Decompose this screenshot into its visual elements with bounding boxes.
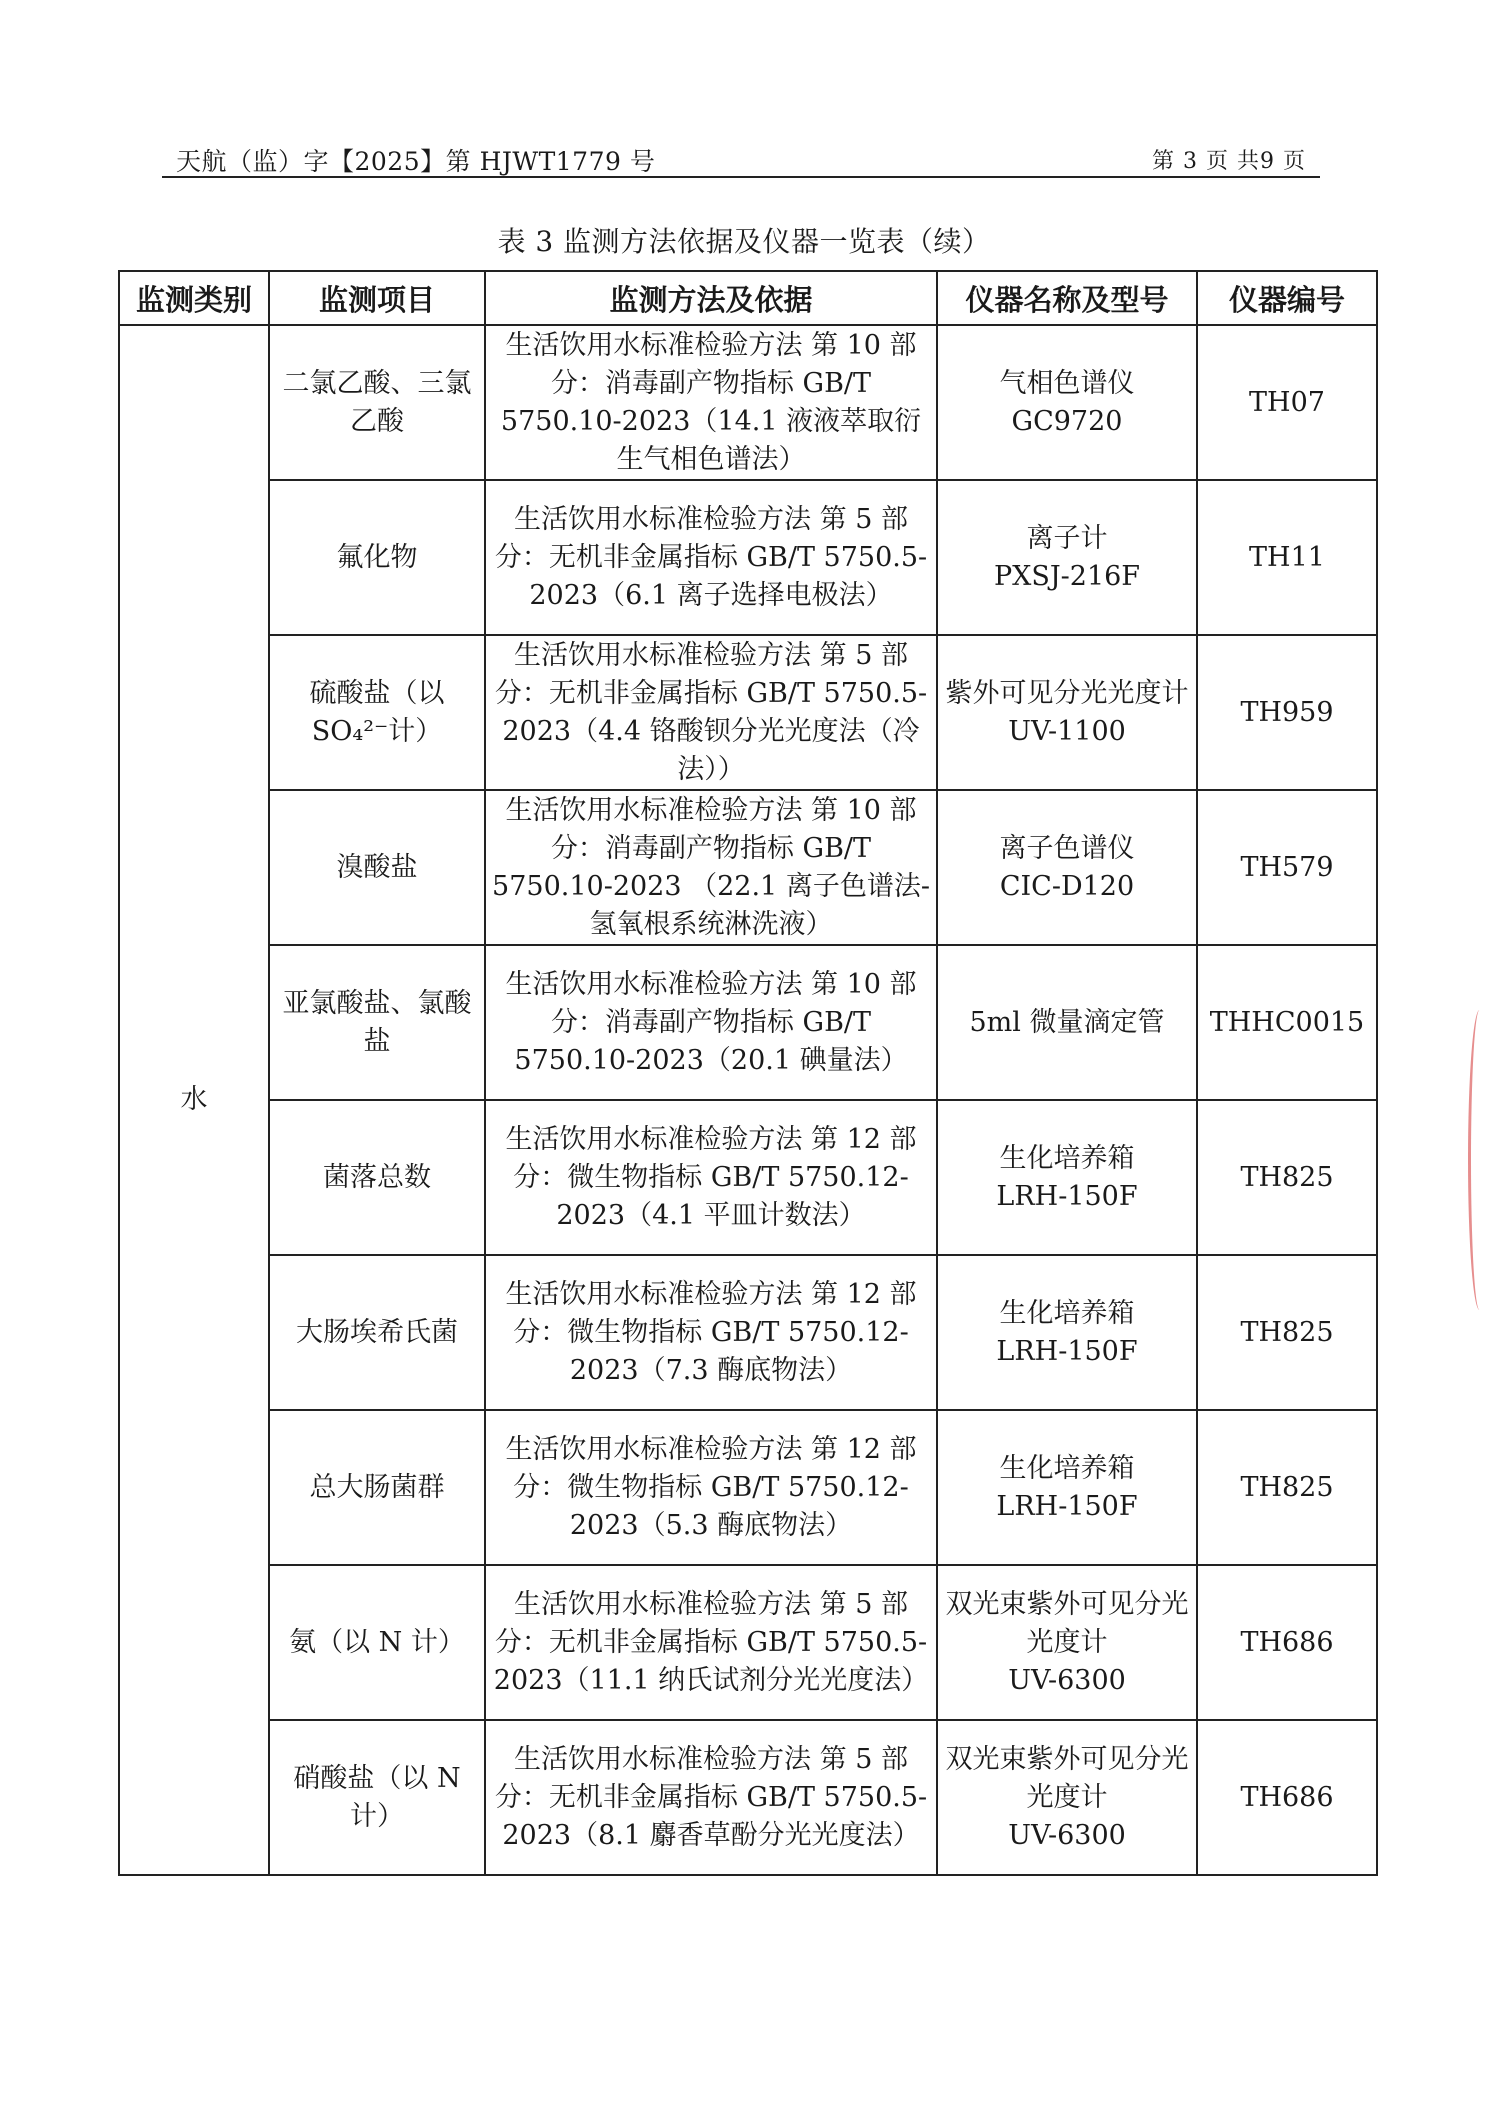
page-info: 第 3 页 共9 页 [1152,149,1306,174]
instrument-no-cell: THHC0015 [1197,945,1377,1100]
instrument-model: LRH-150F [996,1335,1138,1367]
instrument-name: 生化培养箱 [999,1142,1135,1174]
instrument-name: 双光束紫外可见分光光度计 [945,1743,1189,1813]
item-cell: 硝酸盐（以 N 计） [269,1720,485,1875]
table-caption: 表 3 监测方法依据及仪器一览表（续） [497,225,991,258]
instrument-no-cell: TH825 [1197,1100,1377,1255]
instrument-no-cell: TH686 [1197,1565,1377,1720]
methods-table [118,270,1378,1876]
item-cell: 氟化物 [269,480,485,635]
table-row [119,945,1377,1100]
instrument-no-cell: TH959 [1197,635,1377,790]
method-cell: 生活饮用水标准检验方法 第 10 部分：消毒副产物指标 GB/T 5750.10-2023（14.1 液液萃取衍生气相色谱法） [485,325,937,480]
method-cell: 生活饮用水标准检验方法 第 5 部分：无机非金属指标 GB/T 5750.5-2023（11.1 纳氏试剂分光光度法） [485,1565,937,1720]
instrument-cell [937,1410,1197,1565]
instrument-model: PXSJ-216F [993,560,1141,592]
item-cell: 氨（以 N 计） [269,1565,485,1720]
item-cell: 菌落总数 [269,1100,485,1255]
instrument-model: UV-1100 [1008,715,1126,747]
instrument-cell [937,635,1197,790]
instrument-no-cell: TH825 [1197,1255,1377,1410]
item-cell: 总大肠菌群 [269,1410,485,1565]
instrument-no-cell: TH686 [1197,1720,1377,1875]
instrument-name: 紫外可见分光光度计 [945,677,1189,709]
instrument-cell [937,1565,1197,1720]
instrument-name: 双光束紫外可见分光光度计 [945,1588,1189,1658]
instrument-cell [937,1255,1197,1410]
instrument-model: UV-6300 [1008,1819,1126,1851]
method-cell: 生活饮用水标准检验方法 第 10 部分：消毒副产物指标 GB/T 5750.10-2023（20.1 碘量法） [485,945,937,1100]
column-header: 监测类别 [119,271,269,325]
method-cell: 生活饮用水标准检验方法 第 5 部分：无机非金属指标 GB/T 5750.5-2023（6.1 离子选择电极法） [485,480,937,635]
instrument-cell [937,945,1197,1100]
table-row [119,635,1377,790]
instrument-model: UV-6300 [1008,1664,1126,1696]
method-cell: 生活饮用水标准检验方法 第 12 部分：微生物指标 GB/T 5750.12-2023（5.3 酶底物法） [485,1410,937,1565]
report-number: 天航（监）字【2025】第 HJWT1779 号 [176,147,656,176]
item-cell: 亚氯酸盐、氯酸盐 [269,945,485,1100]
table-row [119,1565,1377,1720]
item-cell: 大肠埃希氏菌 [269,1255,485,1410]
instrument-no-cell: TH579 [1197,790,1377,945]
table-row [119,1255,1377,1410]
instrument-model: GC9720 [1011,405,1123,437]
instrument-name: 离子色谱仪 [999,832,1135,864]
column-header: 监测项目 [269,271,485,325]
instrument-cell [937,1100,1197,1255]
table-row [119,325,1377,480]
item-cell: 溴酸盐 [269,790,485,945]
instrument-cell [937,790,1197,945]
table-row [119,1100,1377,1255]
instrument-name: 气相色谱仪 [999,367,1135,399]
instrument-name: 生化培养箱 [999,1452,1135,1484]
instrument-name: 5ml 微量滴定管 [969,1006,1165,1038]
instrument-name: 离子计 [1026,522,1108,554]
category-cell: 水 [119,325,269,1875]
instrument-name: 生化培养箱 [999,1297,1135,1329]
column-header: 监测方法及依据 [485,271,937,325]
table-row [119,1720,1377,1875]
method-cell: 生活饮用水标准检验方法 第 5 部分：无机非金属指标 GB/T 5750.5-2023（8.1 麝香草酚分光光度法） [485,1720,937,1875]
instrument-cell [937,1720,1197,1875]
method-cell: 生活饮用水标准检验方法 第 12 部分：微生物指标 GB/T 5750.12-2023（4.1 平皿计数法） [485,1100,937,1255]
instrument-no-cell: TH07 [1197,325,1377,480]
method-cell: 生活饮用水标准检验方法 第 10 部分：消毒副产物指标 GB/T 5750.10-2023 （22.1 离子色谱法-氢氧根系统淋洗液） [485,790,937,945]
column-header: 仪器名称及型号 [937,271,1197,325]
table-header-row [119,271,1377,325]
red-seal-stamp [1468,1010,1488,1310]
table-row [119,790,1377,945]
instrument-cell [937,325,1197,480]
table-row [119,480,1377,635]
instrument-model: LRH-150F [996,1490,1138,1522]
table-row [119,1410,1377,1565]
instrument-no-cell: TH825 [1197,1410,1377,1565]
page-header [162,142,1320,178]
method-cell: 生活饮用水标准检验方法 第 5 部分：无机非金属指标 GB/T 5750.5-2023（4.4 铬酸钡分光光度法（冷法）） [485,635,937,790]
column-header: 仪器编号 [1197,271,1377,325]
instrument-model: CIC-D120 [999,870,1135,902]
instrument-model: LRH-150F [996,1180,1138,1212]
instrument-no-cell: TH11 [1197,480,1377,635]
instrument-cell [937,480,1197,635]
method-cell: 生活饮用水标准检验方法 第 12 部分：微生物指标 GB/T 5750.12-2023（7.3 酶底物法） [485,1255,937,1410]
item-cell: 二氯乙酸、三氯乙酸 [269,325,485,480]
item-cell: 硫酸盐（以 SO₄²⁻计） [269,635,485,790]
